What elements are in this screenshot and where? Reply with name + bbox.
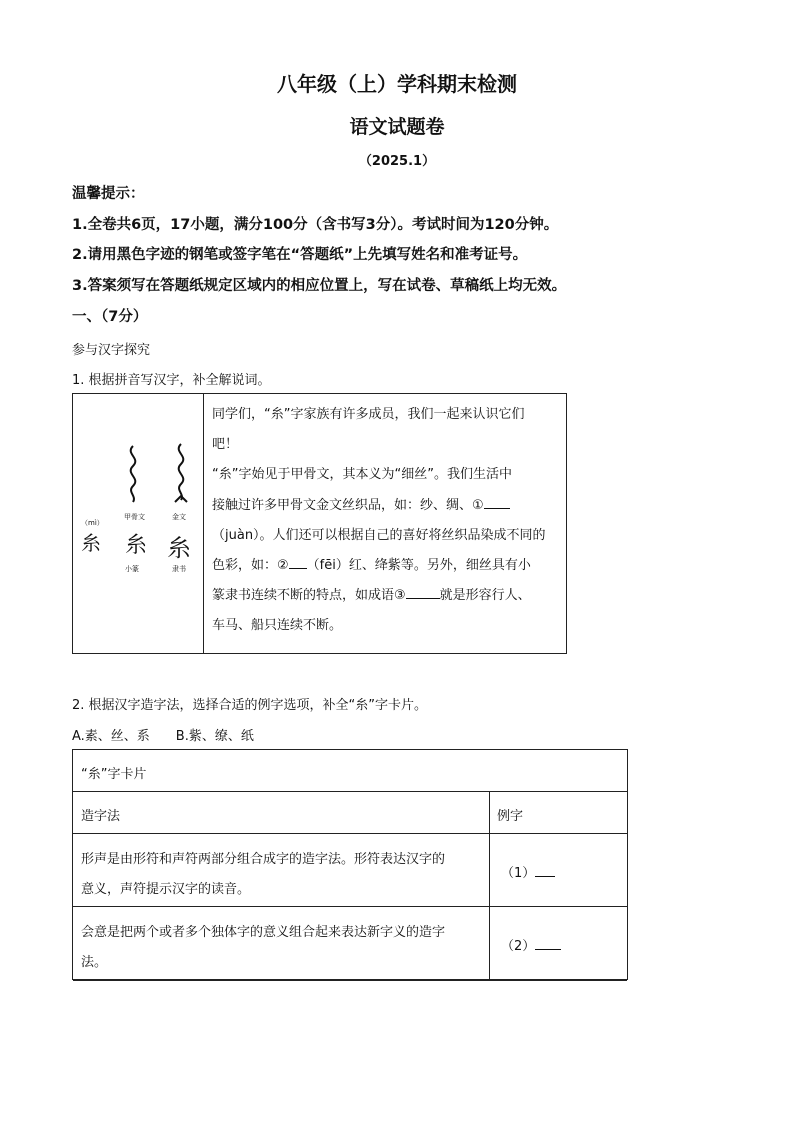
answer-blank-4[interactable] — [535, 864, 555, 877]
passage-line: 接触过许多甲骨文金文丝织品，如：纱、绸、① — [212, 491, 560, 521]
passage-line: “糸”字始见于甲骨文，其本义为“细丝”。我们生活中 — [212, 467, 512, 483]
jiaguwen-label: 甲骨文 — [124, 513, 145, 521]
card-title-row — [73, 750, 627, 792]
example-answer: （1） — [501, 862, 555, 881]
section-heading: 一、（7分） — [72, 309, 148, 325]
ancient-glyphs-icon — [123, 440, 203, 512]
answer-blank-5[interactable] — [535, 937, 561, 950]
tip-item: 3.答案须写在答题纸规定区域内的相应位置上，写在试卷、草稿纸上均无效。 — [72, 278, 567, 294]
main-character: 糸 — [81, 531, 101, 555]
exam-date: （2025.1） — [358, 154, 436, 169]
lishu-label: 隶书 — [172, 565, 186, 573]
question-1-table — [72, 393, 567, 654]
method-description: 法。 — [81, 955, 108, 970]
exam-subtitle: 语文试题卷 — [349, 116, 445, 138]
method-description: 会意是把两个或者多个独体字的意义组合起来表达新字义的造字 — [81, 925, 446, 940]
passage-line: 篆隶书连续不断的特点，如成语③ 就是形容行人、 — [212, 588, 531, 604]
example-column-header: 例字 — [497, 809, 524, 824]
card-header-row — [73, 792, 627, 834]
character-card-table — [72, 749, 628, 980]
xiaozhuan-character: 糸 — [125, 533, 148, 558]
method-description: 形声是由形符和声符两部分组合成字的造字法。形符表达汉字的 — [81, 852, 446, 867]
column-divider — [489, 792, 490, 979]
question-1-passage — [204, 394, 566, 653]
question-1-prompt: 1. 根据拼音写汉字，补全解说词。 — [72, 373, 271, 388]
exam-title: 八年级（上）学科期末检测 — [277, 72, 517, 96]
passage-line: 吧！ — [212, 437, 239, 453]
question-2-prompt: 2. 根据汉字造字法，选择合适的例字选项，补全“糸”字卡片。 — [72, 698, 428, 713]
question-2-options: A.素、丝、系 B.紫、缭、纸 — [72, 729, 254, 744]
method-column-header: 造字法 — [81, 809, 121, 824]
passage-line: 同学们，“糸”字家族有许多成员，我们一起来认识它们 — [212, 407, 525, 422]
method-description: 意义，声符提示汉字的读音。 — [81, 882, 251, 897]
answer-blank-3[interactable] — [406, 586, 440, 599]
xiaozhuan-label: 小篆 — [125, 565, 139, 573]
card-row-xingsheng — [73, 834, 627, 907]
answer-blank-2[interactable] — [289, 556, 307, 569]
tips-heading: 温馨提示： — [72, 186, 145, 202]
passage-line: 色彩，如：② （fēi）红、绛紫等。另外，细丝具有小 — [212, 558, 531, 574]
character-evolution-image — [73, 394, 204, 653]
passage-line: （juàn）。人们还可以根据自己的喜好将丝织品染成不同的 — [212, 527, 546, 543]
card-title: “糸”字卡片 — [81, 767, 147, 782]
section-subheading: 参与汉字探究 — [72, 343, 151, 358]
example-answer: （2） — [501, 935, 561, 954]
pinyin-label: （mì） — [81, 519, 104, 527]
lishu-character: 糸 — [167, 534, 191, 562]
jinwen-label: 金文 — [172, 513, 186, 521]
tip-item: 2.请用黑色字迹的钢笔或签字笔在“答题纸”上先填写姓名和准考证号。 — [72, 247, 528, 263]
passage-line: 车马、船只连续不断。 — [212, 618, 343, 634]
tip-item: 1.全卷共6页，17小题，满分100分（含书写3分）。考试时间为120分钟。 — [72, 217, 559, 233]
card-row-huiyi — [73, 907, 627, 981]
answer-blank-1[interactable] — [484, 496, 510, 509]
